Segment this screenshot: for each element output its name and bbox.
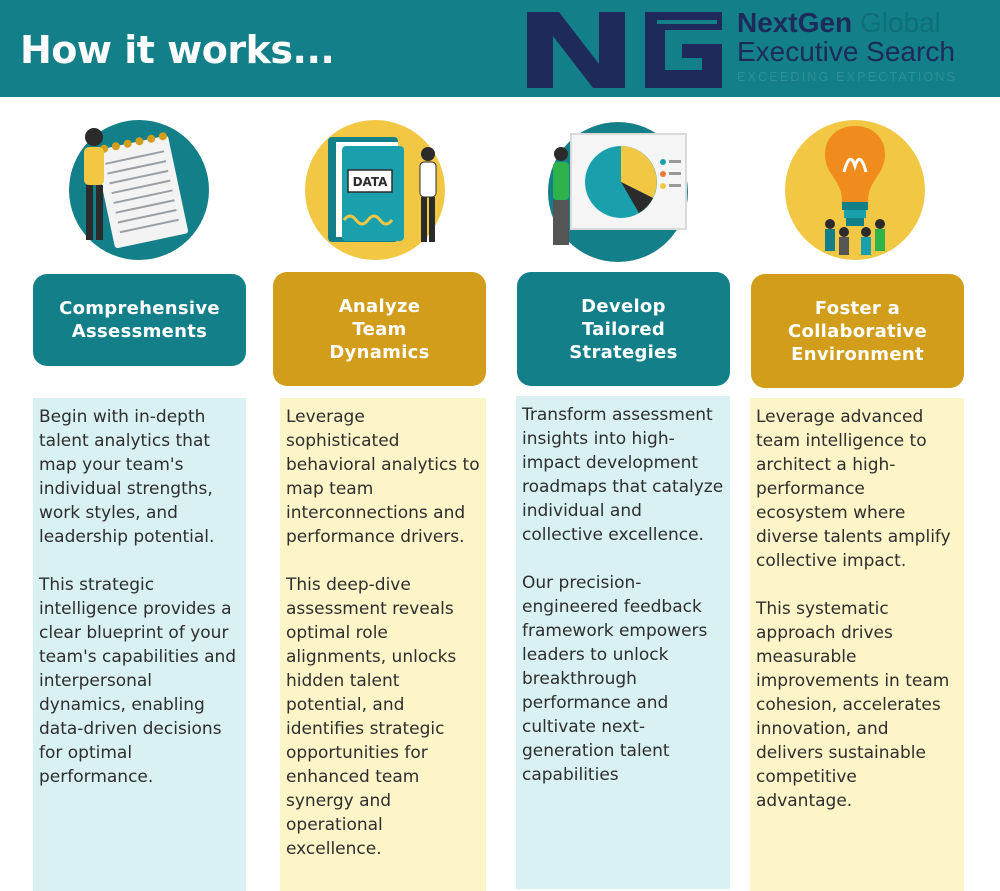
- company-logo: [737, 8, 997, 84]
- logo-tagline: EXCEEDING EXPECTATIONS: [737, 70, 958, 84]
- page-title: How it works...: [20, 28, 335, 72]
- step-2-paragraph-1: Leverage sophisticated behavioral analytics to map team interconnections and performance drivers.: [286, 407, 480, 547]
- nextgen-logo-mark-icon: [517, 6, 732, 92]
- person-with-notepad-illustration: [64, 112, 214, 262]
- step-1-title-card: Comprehensive Assessments: [33, 274, 246, 366]
- step-4-paragraph-2: This systematic approach drives measurable improvements in team cohesion, accelerates innovation, and delivers sustainable competitive advantage.: [756, 599, 950, 811]
- data-label: DATA: [352, 175, 388, 189]
- logo-name-part2: Global: [859, 7, 941, 38]
- pie-chart-presentation-illustration: [543, 112, 693, 262]
- step-4-paragraph-1: Leverage advanced team intelligence to architect a high-performance ecosystem where diverse talents amplify collective impact.: [756, 407, 951, 571]
- step-4-title-card: Foster a Collaborative Environment: [751, 274, 964, 388]
- step-3-description: [516, 396, 730, 889]
- step-2-description: [280, 398, 486, 891]
- step-3-paragraph-2: Our precision-engineered feedback framework empowers leaders to unlock breakthrough performance and cultivate next-generation talent capabilities: [522, 573, 708, 785]
- step-4-description: [750, 398, 964, 891]
- step-2-paragraph-2: This deep-dive assessment reveals optimal role alignments, unlocks hidden talent potential, and identifies strategic opportunities for enhanced team synergy and operational excellence.: [286, 575, 457, 859]
- step-3-title-card: Develop Tailored Strategies: [517, 272, 730, 386]
- step-2-title-card: Analyze Team Dynamics: [273, 272, 486, 386]
- step-1-paragraph-1: Begin with in-depth talent analytics that map your team's individual strengths, work styles, and leadership potential.: [39, 407, 215, 547]
- step-3-paragraph-1: Transform assessment insights into high-impact development roadmaps that catalyze individual and collective excellence.: [522, 405, 724, 545]
- header-banner: [0, 0, 1000, 97]
- team-lightbulb-illustration: [780, 112, 930, 262]
- logo-name-part1: NextGen: [737, 7, 860, 38]
- step-1-paragraph-2: This strategic intelligence provides a clear blueprint of your team's capabilities and interpersonal dynamics, enabling data-driven decisions for optimal performance.: [39, 575, 237, 787]
- step-1-description: [33, 398, 246, 891]
- logo-subtitle: Executive Search: [737, 36, 955, 67]
- data-binder-illustration: [300, 112, 450, 262]
